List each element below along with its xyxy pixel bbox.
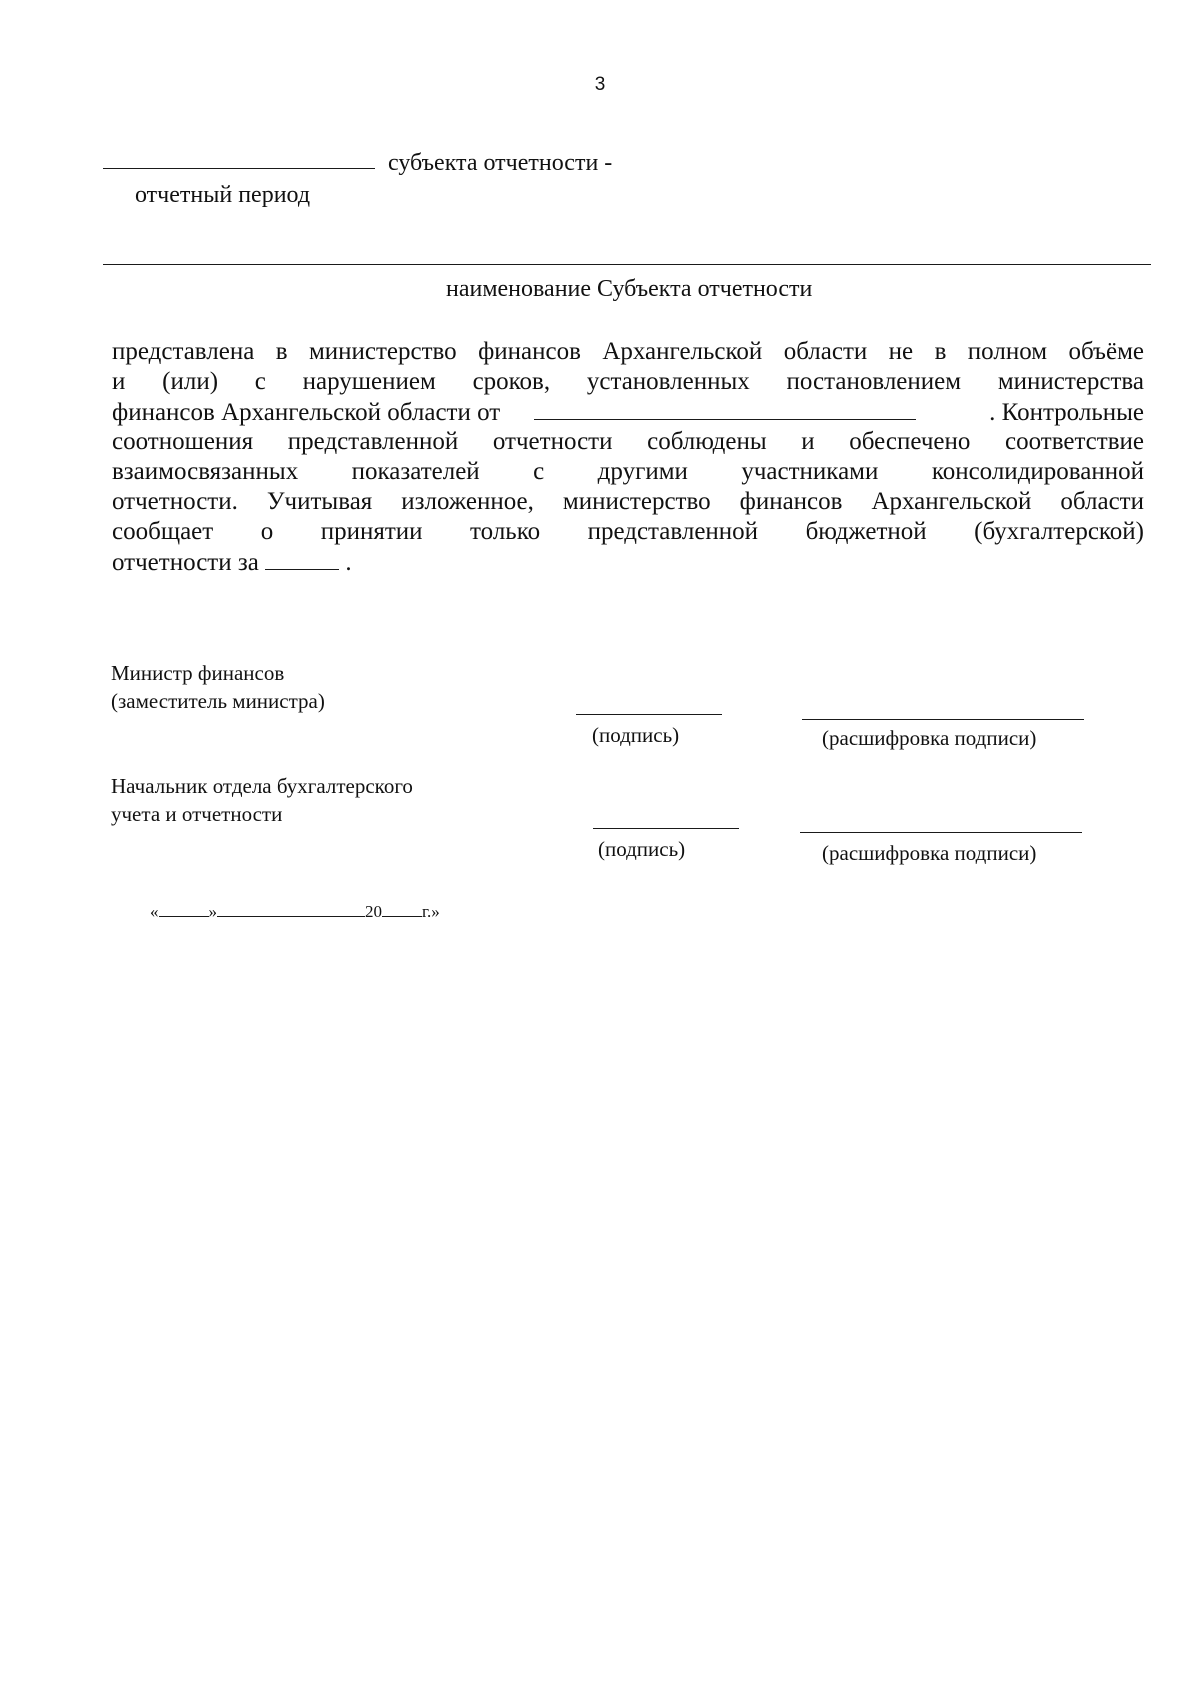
- page-number: 3: [594, 74, 606, 95]
- head-title: Начальник отдела бухгалтерского: [111, 774, 413, 798]
- body-line-text: . Контрольные: [989, 399, 1144, 426]
- period-caption: отчетный период: [135, 182, 311, 208]
- body-line-text: финансов Архангельской области от: [112, 399, 501, 426]
- head-decoding-caption: (расшифровка подписи): [822, 841, 1037, 865]
- reporting-period-line: [103, 168, 375, 169]
- date-close-quote: »: [208, 902, 217, 921]
- period-blank: [265, 547, 339, 570]
- body-line: взаимосвязанных показателей с другими участниками консолидированной: [112, 458, 1144, 485]
- minister-title: Министр финансов: [111, 661, 285, 685]
- body-line: соотношения представленной отчетности соблюдены и обеспечено соответствие: [112, 428, 1144, 455]
- body-line: [112, 547, 1144, 577]
- head-decoding-line: [800, 832, 1082, 833]
- date-open-quote: «: [150, 902, 159, 921]
- head-signature-line: [593, 828, 739, 829]
- minister-signature-caption: (подпись): [592, 723, 680, 747]
- body-line: [112, 397, 1144, 427]
- subject-name-line: [103, 264, 1151, 265]
- body-paragraph: [112, 337, 1144, 577]
- date-line: [150, 900, 440, 923]
- body-line-text: отчетности за: [112, 549, 266, 576]
- body-line: и (или) с нарушением сроков, установленных постановлением министерства: [112, 368, 1144, 395]
- body-line-text: .: [339, 549, 352, 576]
- decree-date-blank: [534, 397, 916, 420]
- year-blank: [382, 900, 422, 917]
- month-blank: [217, 900, 365, 917]
- subject-text: субъекта отчетности -: [388, 150, 613, 176]
- body-line: отчетности. Учитывая изложенное, министерство финансов Архангельской области: [112, 488, 1144, 515]
- day-blank: [159, 900, 209, 917]
- year-prefix: 20: [365, 902, 382, 921]
- name-caption: наименование Субъекта отчетности: [446, 276, 813, 302]
- head-subtitle: учета и отчетности: [111, 802, 283, 826]
- minister-subtitle: (заместитель министра): [111, 689, 325, 713]
- year-suffix: г.»: [422, 902, 440, 921]
- body-line: представлена в министерство финансов Архангельской области не в полном объёме: [112, 338, 1144, 365]
- minister-signature-line: [576, 714, 722, 715]
- minister-decoding-line: [802, 719, 1084, 720]
- minister-decoding-caption: (расшифровка подписи): [822, 726, 1037, 750]
- body-line: сообщает о принятии только представленной бюджетной (бухгалтерской): [112, 518, 1144, 545]
- head-signature-caption: (подпись): [598, 837, 686, 861]
